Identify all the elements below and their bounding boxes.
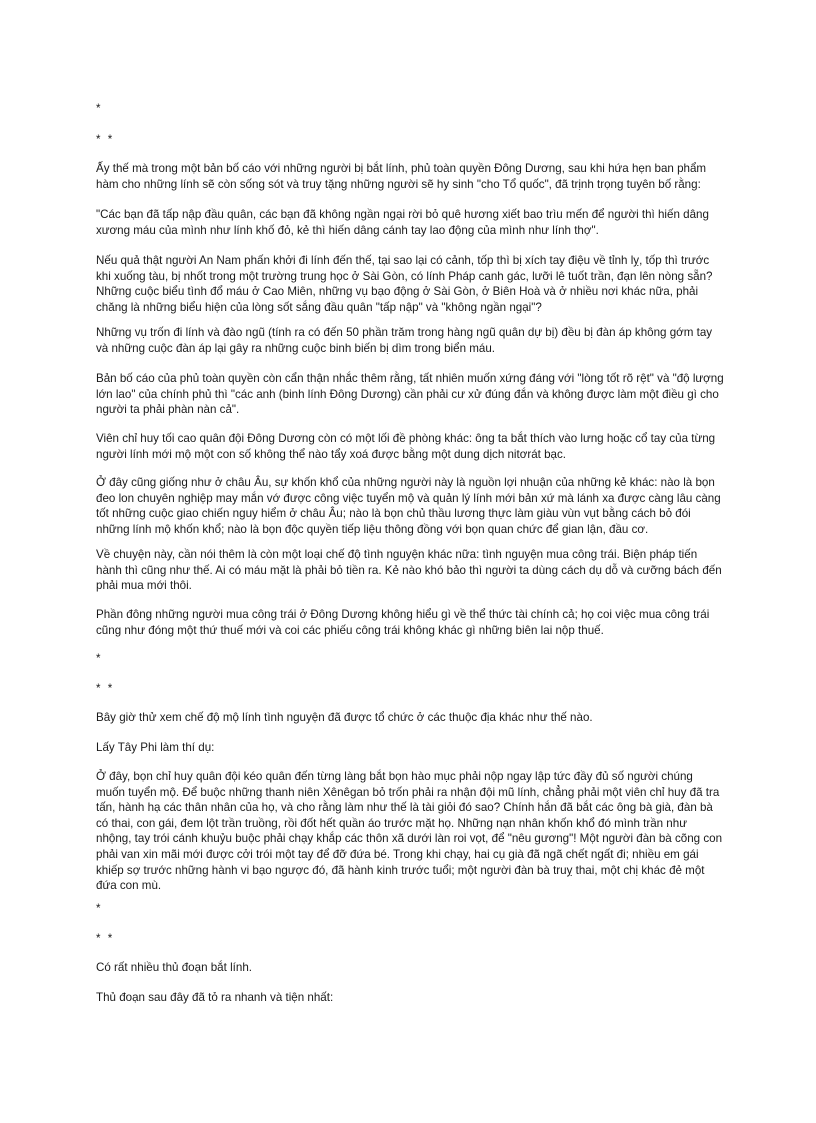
paragraph: Ở đây cũng giống như ở châu Âu, sự khốn khổ của những người này là nguồn lợi nhuận của những kẻ khác: nào là bọn đeo lon chuyên nghiệp may mắn vớ được công việc tuyển mộ và quản lý lính mới bản xứ mà lánh xa được càng lâu càng tốt những cuộc giao chiến nguy hiểm ở châu Âu; nào là bọn chủ thầu lương thực làm giàu vùn vụt bằng cách bỏ đói những lính mộ khốn khổ; nào là bọn độc quyền tiếp liệu thông đồng với bọn quan chức để gian lận, đầu cơ. — [96, 476, 721, 536]
paragraph: Phần đông những người mua công trái ở Đông Dương không hiểu gì về thể thức tài chính cả; họ coi việc mua công trái cũng như đóng một thứ thuế mới và coi các phiếu công trái không khác gì những biên lai nộp thuế. — [96, 608, 710, 637]
paragraph: Bây giờ thử xem chế độ mộ lính tình nguyện đã được tổ chức ở các thuộc địa khác như thế nào. — [96, 711, 593, 724]
section-separator-star: * — [96, 652, 103, 665]
section-separator-stars: * * — [96, 932, 115, 945]
paragraph: Về chuyện này, cần nói thêm là còn một loại chế độ tình nguyện khác nữa: tình nguyện mua công trái. Biện pháp tiến hành thì cũng như thế. Ai có máu mặt là phải bỏ tiền ra. Kẻ nào khó bảo thì người ta dùng cách dụ dỗ và cưỡng bách đến phải mua mới thôi. — [96, 548, 722, 593]
section-separator-stars: * * — [96, 133, 115, 146]
quote-paragraph: "Các bạn đã tấp nập đầu quân, các bạn đã không ngần ngại rời bỏ quê hương xiết bao trìu mến để người thì hiến dâng xương máu của mình như lính khố đỏ, kẻ thì hiến dâng cánh tay lao động của mình như lính thợ". — [96, 208, 709, 237]
paragraph: Có rất nhiều thủ đoạn bắt lính. — [96, 961, 252, 974]
paragraph: Ấy thế mà trong một bản bố cáo với những người bị bắt lính, phủ toàn quyền Đông Dương, sau khi hứa hẹn ban phẩm hàm cho những lính sẽ còn sống sót và truy tặng những người sẽ hy sinh "cho Tổ quốc", đã trịnh trọng tuyên bố rằng: — [96, 162, 707, 191]
section-separator-stars: * * — [96, 682, 115, 695]
paragraph: Lấy Tây Phi làm thí dụ: — [96, 741, 215, 754]
section-separator-star: * — [96, 102, 103, 115]
paragraph: Thủ đoạn sau đây đã tỏ ra nhanh và tiện nhất: — [96, 991, 334, 1004]
paragraph: Nếu quả thật người An Nam phấn khởi đi lính đến thế, tại sao lại có cảnh, tốp thì bị xích tay điệu về tỉnh lỵ, tốp thì trước khi xuống tàu, bị nhốt trong một trường trung học ở Sài Gòn, có lính Pháp canh gác, lưỡi lê tuốt trần, đạn lên nòng sẵn? Những cuộc biểu tình đổ máu ở Cao Miên, những vụ bạo động ở Sài Gòn, ở Biên Hoà và ở nhiều nơi khác nữa, phải chăng là những biểu hiện của lòng sốt sắng đầu quân "tấp nập" và "không ngần ngại"? — [96, 254, 713, 314]
section-separator-star: * — [96, 902, 103, 915]
paragraph: Viên chỉ huy tối cao quân đội Đông Dương còn có một lối đề phòng khác: ông ta bắt thích vào lưng hoặc cổ tay của từng người lính mới mộ một con số không thể nào tẩy xoá được bằng một dung dịch nitơrát bạc. — [96, 432, 716, 461]
paragraph: Những vụ trốn đi lính và đào ngũ (tính ra có đến 50 phần trăm trong hàng ngũ quân dự bị) đều bị đàn áp không gớm tay và những cuộc đàn áp lại gây ra những cuộc binh biến bị dìm trong biển máu. — [96, 326, 713, 355]
paragraph: Ở đây, bọn chỉ huy quân đội kéo quân đến từng làng bắt bọn hào mục phải nộp ngay lập tức đầy đủ số người chúng muốn tuyển mộ. Để buộc những thanh niên Xênêgan bỏ trốn phải ra nhận đội mũ lính, chẳng phải một viên chỉ huy đã tra tấn, hành hạ các thân nhân của họ, và cho rằng làm như thế là tài giỏi đó sao? Chính hắn đã bắt các ông bà già, đàn bà có thai, con gái, đem lột trần truồng, rồi đốt hết quần áo trước mặt họ. Những nạn nhân khốn khổ đó mình trần như nhộng, tay trói cánh khuỷu buộc phải chạy khắp các thôn xã dưới làn roi vọt, để "nêu gương"! Một người đàn bà cõng con phải van xin mãi mới được cởi trói một tay để đỡ đứa bé. Trong khi chạy, hai cụ già đã ngã chết ngất đi; nhiều em gái khiếp sợ trước những hành vi bạo ngược đó, đã hành kinh trước tuổi; một người đàn bà truỵ thai, một chị khác đẻ một đứa con mù. — [96, 770, 723, 893]
paragraph: Bản bố cáo của phủ toàn quyền còn cẩn thận nhắc thêm rằng, tất nhiên muốn xứng đáng với "lòng tốt rõ rệt" và "độ lượng lớn lao" của chính phủ thì "các anh (binh lính Đông Dương) cần phải cư xử đúng đắn và không được làm một điều gì cho người ta phải phàn nàn cả". — [96, 372, 724, 417]
